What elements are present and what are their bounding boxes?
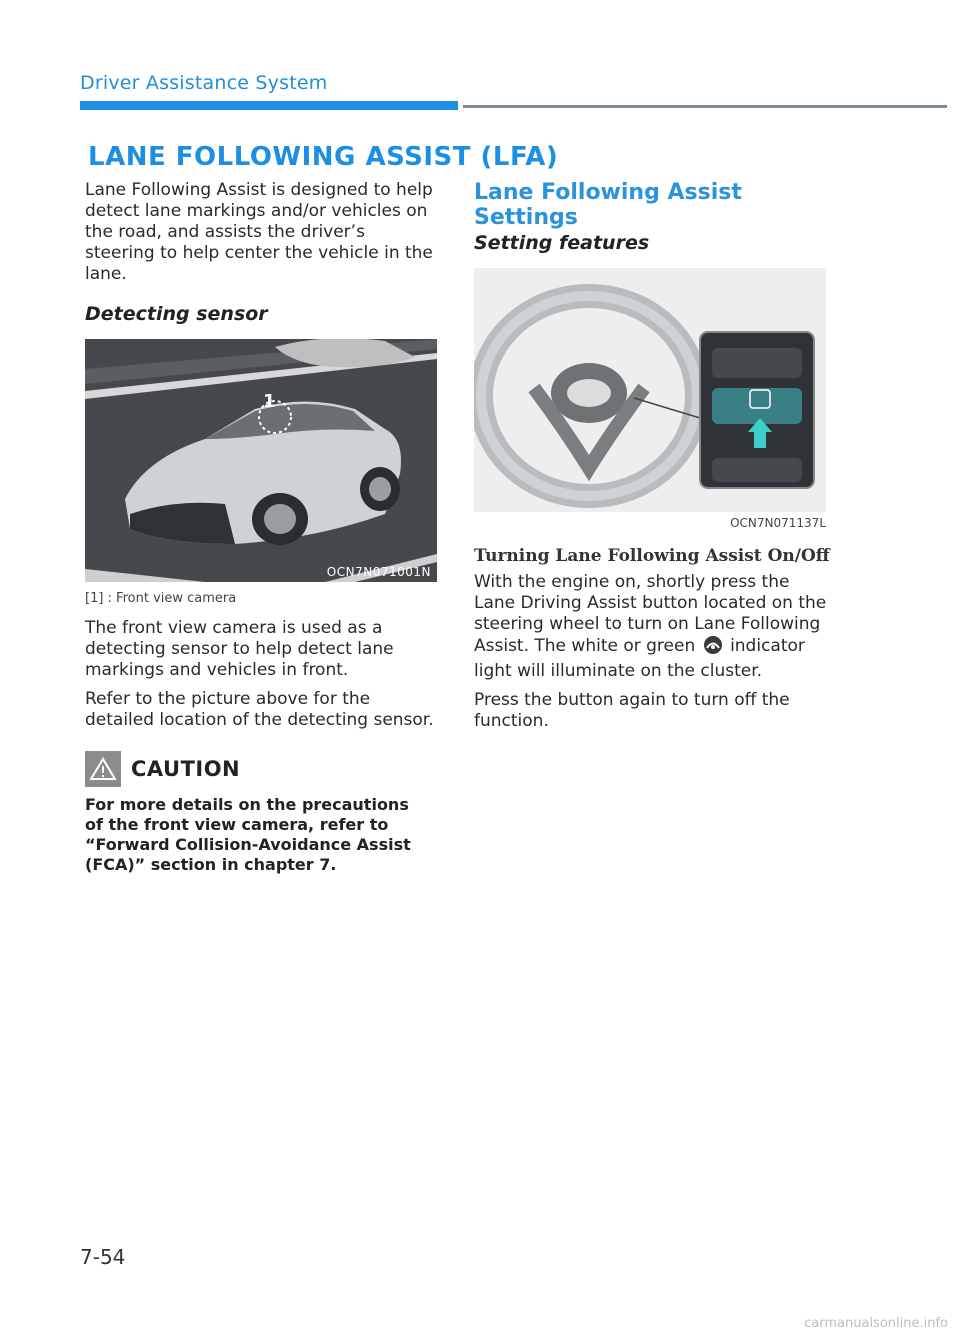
car-illustration (85, 339, 437, 582)
warning-triangle-icon (85, 751, 121, 787)
turning-text-part1: With the engine on, shortly press the Lane Driving Assist button located on the steering wheel to turn on Lane Following Assist. The white or green (474, 572, 827, 656)
intro-paragraph: Lane Following Assist is designed to help detect lane markings and/or vehicles on the road, and assists the driver’s steering to help center the vehicle in the lane. (85, 180, 433, 284)
header-rule-gray (463, 105, 947, 108)
location-paragraph: Refer to the picture above for the detailed location of the detecting sensor. (85, 689, 434, 730)
page-number: 7-54 (80, 1245, 126, 1269)
car-camera-figure (85, 339, 437, 582)
section-title: LANE FOLLOWING ASSIST (LFA) (88, 142, 559, 172)
running-header: Driver Assistance System (80, 72, 328, 94)
camera-paragraph: The front view camera is used as a detecting sensor to help detect lane markings and vehicles in front. (85, 618, 394, 680)
detecting-sensor-heading: Detecting sensor (85, 303, 268, 325)
figure-code: OCN7N071001N (326, 565, 431, 579)
left-column (85, 180, 440, 875)
steering-wheel-figure (474, 268, 826, 512)
steering-wheel-illustration (474, 268, 826, 512)
turning-heading: Turning Lane Following Assist On/Off (474, 546, 830, 566)
caution-label: CAUTION (131, 757, 241, 781)
figure-callout-1: 1 (263, 391, 276, 412)
header-rule-blue (80, 101, 458, 110)
settings-heading: Lane Following Assist Settings (474, 180, 742, 230)
turning-paragraph (474, 572, 834, 682)
caution-text: For more details on the precautions of the front view camera, refer to “Forward Collision-Avoidance Assist (FCA)” section in chapter 7. (85, 795, 411, 874)
right-column (474, 180, 834, 740)
lane-following-indicator-icon (703, 635, 723, 661)
turn-off-paragraph: Press the button again to turn off the function. (474, 690, 790, 731)
caution-header (85, 751, 440, 787)
setting-features-heading: Setting features (474, 232, 650, 254)
steering-figure-code: OCN7N071137L (730, 516, 826, 530)
figure-caption: [1] : Front view camera (85, 591, 237, 606)
turning-text-part2: indicator light will illuminate on the cluster. (474, 636, 805, 681)
watermark: carmanualsonline.info (804, 1316, 948, 1331)
